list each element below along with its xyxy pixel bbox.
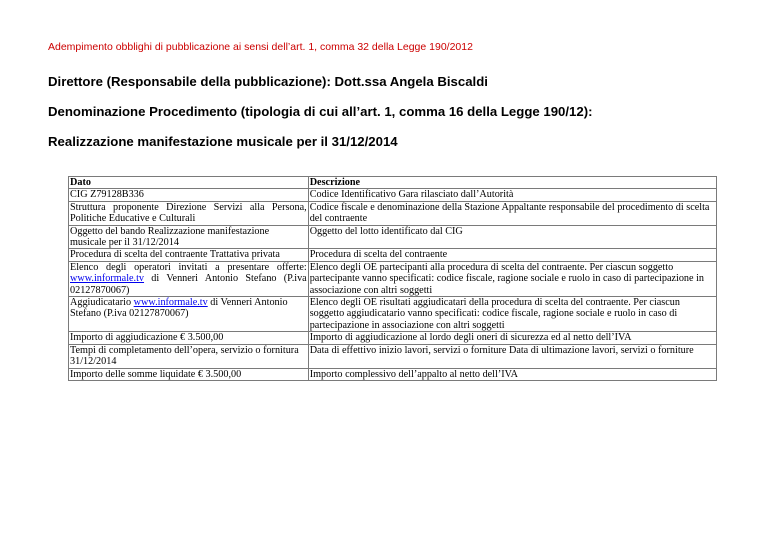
table-row: [69, 225, 717, 249]
cell-descrizione: Codice fiscale e denominazione della Stazione Appaltante responsabile del procedimento di scelta del contraente: [308, 201, 716, 225]
director-heading: Direttore (Responsabile della pubblicazione): Dott.ssa Angela Biscaldi: [48, 74, 488, 89]
header-dato: Dato: [69, 177, 309, 189]
cell-descrizione: Elenco degli OE risultati aggiudicatari della procedura di scelta del contraente. Per ciascun soggetto aggiudicatario vanno specificati: codice fiscale, ragione sociale e ruolo in caso di partecipazione in associazione con altri soggetti: [308, 297, 716, 332]
table-row: [69, 332, 717, 344]
informale-link[interactable]: www.informale.tv: [133, 297, 208, 309]
dato-text: di Venneri Antonio Stefano (P.iva 02127870067): [70, 297, 288, 320]
cell-dato: Struttura proponente Direzione Servizi alla Persona, Politiche Educative e Culturali: [70, 201, 307, 225]
cell-descrizione: Data di effettivo inizio lavori, servizi o forniture Data di ultimazione lavori, servizi o forniture: [308, 344, 716, 368]
dato-text: Aggiudicatario: [70, 297, 134, 309]
cell-descrizione: Elenco degli OE partecipanti alla procedura di scelta del contraente. Per ciascun soggetto partecipante vanno specificati: codice fiscale, ragione sociale e ruolo in caso di partecipazione in associazione con altri soggetti: [308, 261, 716, 296]
cell-descrizione: Oggetto del lotto identificato dal CIG: [308, 225, 716, 249]
cell-descrizione: Importo di aggiudicazione al lordo degli oneri di sicurezza ed al netto dell’IVA: [308, 332, 716, 344]
header-descrizione: Descrizione: [308, 177, 716, 189]
cell-dato: Tempi di completamento dell’opera, servizio o fornitura 31/12/2014: [69, 344, 309, 368]
table-row: [69, 368, 717, 380]
table-header-row: [69, 177, 717, 189]
dato-text: di Venneri Antonio Stefano (P.iva 02127870067): [70, 273, 307, 296]
table-row: [69, 344, 717, 368]
table-row: [69, 189, 717, 201]
table-row: [69, 249, 717, 261]
dato-text: Elenco degli operatori invitati a presentare offerte:: [70, 261, 307, 273]
cell-dato: CIG Z79128B336: [69, 189, 309, 201]
procedure-title: Realizzazione manifestazione musicale per il 31/12/2014: [48, 134, 398, 149]
cell-dato: [69, 261, 309, 296]
table-row: [69, 297, 717, 332]
cell-dato: Oggetto del bando Realizzazione manifestazione musicale per il 31/12/2014: [69, 225, 309, 249]
table-row: [69, 201, 717, 225]
informale-link[interactable]: www.informale.tv: [70, 273, 145, 285]
cell-descrizione: Procedura di scelta del contraente: [308, 249, 716, 261]
procedure-heading: Denominazione Procedimento (tipologia di cui all’art. 1, comma 16 della Legge 190/12):: [48, 104, 593, 119]
cell-descrizione: Importo complessivo dell’appalto al netto dell’IVA: [308, 368, 716, 380]
procurement-table: [68, 176, 717, 381]
table-row: [69, 261, 717, 296]
cell-descrizione: Codice Identificativo Gara rilasciato dall’Autorità: [308, 189, 716, 201]
cell-dato: Importo delle somme liquidate € 3.500,00: [69, 368, 309, 380]
cell-dato: Procedura di scelta del contraente Trattativa privata: [69, 249, 309, 261]
cell-dato: Importo di aggiudicazione € 3.500,00: [69, 332, 309, 344]
cell-dato: [69, 297, 309, 332]
publication-notice: Adempimento obblighi di pubblicazione ai sensi dell’art. 1, comma 32 della Legge 190/2012: [48, 41, 473, 53]
